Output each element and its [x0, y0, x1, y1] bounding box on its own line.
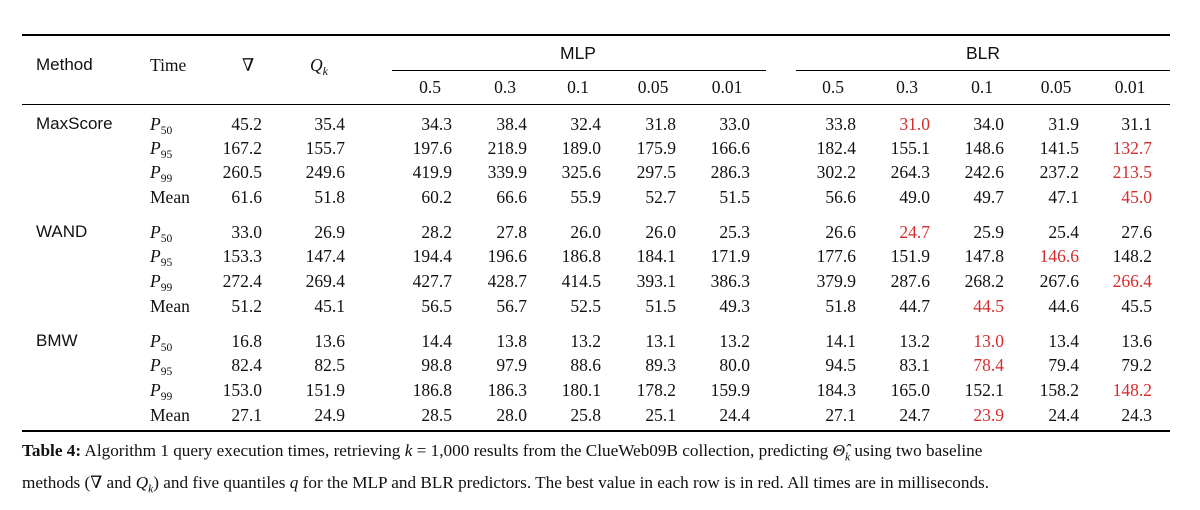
- value-cell: 52.7: [645, 187, 676, 207]
- caption-label: Table 4:: [22, 441, 82, 460]
- value-cell: 13.2: [899, 331, 930, 351]
- value-cell: 82.4: [231, 355, 262, 375]
- value-cell: 88.6: [570, 355, 601, 375]
- value-cell: 79.4: [1048, 355, 1079, 375]
- value-cell: 393.1: [636, 271, 676, 291]
- value-cell: 196.6: [487, 246, 527, 266]
- value-cell: 184.3: [816, 380, 856, 400]
- value-cell: 51.2: [231, 296, 262, 316]
- value-cell: 82.5: [314, 355, 345, 375]
- value-cell: 152.1: [964, 380, 1004, 400]
- header-quantile: 0.1: [567, 77, 589, 97]
- value-cell: 24.3: [1121, 405, 1152, 425]
- value-cell: 56.5: [421, 296, 452, 316]
- value-cell: 148.6: [964, 138, 1004, 158]
- header-time: Time: [150, 55, 187, 75]
- best-value-cell: 146.6: [1039, 246, 1079, 266]
- value-cell: 141.5: [1039, 138, 1079, 158]
- metric-label: [150, 161, 172, 183]
- best-value-cell: 132.7: [1112, 138, 1152, 158]
- value-cell: 24.7: [899, 405, 930, 425]
- header-qk: [310, 54, 328, 76]
- caption-text-1c: using two baseline: [850, 441, 983, 460]
- value-cell: 379.9: [816, 271, 856, 291]
- value-cell: 45.2: [231, 114, 262, 134]
- value-cell: 151.9: [890, 246, 930, 266]
- header-quantile: 0.3: [896, 77, 918, 97]
- metric-label: [150, 113, 172, 135]
- value-cell: 339.9: [487, 162, 527, 182]
- metric-subscript: 50: [160, 233, 173, 245]
- caption-k: k: [404, 441, 413, 460]
- value-cell: 89.3: [645, 355, 676, 375]
- value-cell: 264.3: [890, 162, 930, 182]
- value-cell: 268.2: [964, 271, 1004, 291]
- value-cell: 153.3: [222, 246, 262, 266]
- value-cell: 27.1: [825, 405, 856, 425]
- value-cell: 147.8: [964, 246, 1004, 266]
- value-cell: 414.5: [561, 271, 601, 291]
- header-quantile: 0.01: [1114, 77, 1146, 97]
- metric-subscript: 95: [160, 366, 173, 378]
- caption-text-2b: ) and five quantiles: [153, 473, 290, 493]
- value-cell: 55.9: [570, 187, 601, 207]
- header-qk-sub: k: [322, 64, 328, 78]
- best-value-cell: 13.0: [973, 331, 1004, 351]
- value-cell: 242.6: [964, 162, 1004, 182]
- value-cell: 27.8: [496, 222, 527, 242]
- value-cell: 325.6: [561, 162, 601, 182]
- metric-symbol: P: [150, 162, 161, 182]
- value-cell: 25.8: [570, 405, 601, 425]
- value-cell: 419.9: [412, 162, 452, 182]
- best-value-cell: 148.2: [1112, 380, 1152, 400]
- value-cell: 13.8: [496, 331, 527, 351]
- value-cell: 79.2: [1121, 355, 1152, 375]
- value-cell: 14.4: [421, 331, 452, 351]
- value-cell: 45.1: [314, 296, 345, 316]
- caption-text-1a: Algorithm 1 query execution times, retrieving: [81, 441, 405, 460]
- value-cell: 26.9: [314, 222, 345, 242]
- value-cell: 51.8: [825, 296, 856, 316]
- value-cell: 272.4: [222, 271, 262, 291]
- value-cell: 286.3: [710, 162, 750, 182]
- value-cell: 60.2: [421, 187, 452, 207]
- metric-symbol: P: [150, 114, 161, 134]
- metric-label: [150, 270, 172, 292]
- value-cell: 28.0: [496, 405, 527, 425]
- value-cell: 186.3: [487, 380, 527, 400]
- value-cell: 148.2: [1112, 246, 1152, 266]
- best-value-cell: 24.7: [899, 222, 930, 242]
- value-cell: 51.8: [314, 187, 345, 207]
- value-cell: 180.1: [561, 380, 601, 400]
- metric-symbol: P: [150, 271, 161, 291]
- value-cell: 38.4: [496, 114, 527, 134]
- value-cell: 49.7: [973, 187, 1004, 207]
- value-cell: 237.2: [1039, 162, 1079, 182]
- caption-q-var: q: [289, 473, 299, 493]
- value-cell: 34.3: [421, 114, 452, 134]
- method-label: BMW: [36, 331, 78, 350]
- best-value-cell: 31.0: [899, 114, 930, 134]
- metric-label: Mean: [150, 187, 190, 207]
- value-cell: 177.6: [816, 246, 856, 266]
- value-cell: 26.0: [645, 222, 676, 242]
- value-cell: 33.0: [231, 222, 262, 242]
- value-cell: 13.6: [314, 331, 345, 351]
- metric-label: Mean: [150, 296, 190, 316]
- value-cell: 25.4: [1048, 222, 1079, 242]
- table-caption: [22, 438, 1182, 503]
- caption-q-sub: k: [148, 483, 154, 496]
- metric-subscript: 99: [160, 391, 173, 403]
- method-label: WAND: [36, 222, 88, 241]
- caption-text-1b: = 1,000 results from the ClueWeb09B collection, predicting: [412, 441, 833, 460]
- value-cell: 13.4: [1048, 331, 1079, 351]
- value-cell: 49.3: [719, 296, 750, 316]
- value-cell: 269.4: [305, 271, 345, 291]
- header-qk-base: Q: [310, 55, 323, 75]
- value-cell: 13.2: [719, 331, 750, 351]
- value-cell: 51.5: [719, 187, 750, 207]
- caption-text-2a: methods (∇ and: [22, 473, 136, 493]
- value-cell: 14.1: [825, 331, 856, 351]
- value-cell: 197.6: [412, 138, 452, 158]
- value-cell: 260.5: [222, 162, 262, 182]
- value-cell: 428.7: [487, 271, 527, 291]
- best-value-cell: 78.4: [973, 355, 1004, 375]
- value-cell: 28.5: [421, 405, 452, 425]
- group-rule-mlp: [392, 70, 766, 71]
- value-cell: 35.4: [314, 114, 345, 134]
- metric-subscript: 95: [160, 257, 173, 269]
- value-cell: 159.9: [710, 380, 750, 400]
- value-cell: 267.6: [1039, 271, 1079, 291]
- header-quantile: 0.05: [1040, 77, 1072, 97]
- value-cell: 27.1: [231, 405, 262, 425]
- group-header-mlp: MLP: [560, 43, 596, 63]
- value-cell: 297.5: [636, 162, 676, 182]
- value-cell: 386.3: [710, 271, 750, 291]
- value-cell: 155.7: [305, 138, 345, 158]
- header-quantile: 0.05: [637, 77, 669, 97]
- value-cell: 25.1: [645, 405, 676, 425]
- value-cell: 33.8: [825, 114, 856, 134]
- value-cell: 194.4: [412, 246, 452, 266]
- value-cell: 32.4: [570, 114, 601, 134]
- metric-label: [150, 245, 172, 267]
- value-cell: 155.1: [890, 138, 930, 158]
- value-cell: 166.6: [710, 138, 750, 158]
- value-cell: 182.4: [816, 138, 856, 158]
- metric-symbol: P: [150, 380, 161, 400]
- caption-theta: Θ̂: [832, 441, 845, 460]
- metric-symbol: P: [150, 355, 161, 375]
- metric-symbol: P: [150, 138, 161, 158]
- value-cell: 56.7: [496, 296, 527, 316]
- value-cell: 186.8: [561, 246, 601, 266]
- value-cell: 13.1: [645, 331, 676, 351]
- value-cell: 45.5: [1121, 296, 1152, 316]
- value-cell: 13.6: [1121, 331, 1152, 351]
- metric-symbol: P: [150, 246, 161, 266]
- value-cell: 287.6: [890, 271, 930, 291]
- value-cell: 26.0: [570, 222, 601, 242]
- metric-subscript: 50: [160, 342, 173, 354]
- value-cell: 66.6: [496, 187, 527, 207]
- value-cell: 83.1: [899, 355, 930, 375]
- caption-text-2c: for the MLP and BLR predictors. The best value in each row is in red. All times are in milliseconds.: [298, 473, 990, 493]
- value-cell: 24.4: [719, 405, 750, 425]
- metric-symbol: P: [150, 331, 161, 351]
- value-cell: 13.2: [570, 331, 601, 351]
- best-value-cell: 44.5: [973, 296, 1004, 316]
- metric-subscript: 99: [160, 282, 173, 294]
- bottom-rule: [22, 430, 1170, 432]
- value-cell: 24.9: [314, 405, 345, 425]
- value-cell: 218.9: [487, 138, 527, 158]
- method-label: MaxScore: [36, 114, 113, 133]
- top-rule: [22, 34, 1170, 36]
- value-cell: 147.4: [305, 246, 345, 266]
- value-cell: 25.3: [719, 222, 750, 242]
- value-cell: 51.5: [645, 296, 676, 316]
- best-value-cell: 45.0: [1121, 187, 1152, 207]
- header-quantile: 0.5: [419, 77, 441, 97]
- value-cell: 94.5: [825, 355, 856, 375]
- value-cell: 44.6: [1048, 296, 1079, 316]
- metric-label: [150, 137, 172, 159]
- metric-symbol: P: [150, 222, 161, 242]
- metric-subscript: 95: [160, 149, 173, 161]
- best-value-cell: 266.4: [1112, 271, 1152, 291]
- value-cell: 26.6: [825, 222, 856, 242]
- value-cell: 171.9: [710, 246, 750, 266]
- header-rule: [22, 104, 1170, 105]
- value-cell: 151.9: [305, 380, 345, 400]
- value-cell: 80.0: [719, 355, 750, 375]
- value-cell: 158.2: [1039, 380, 1079, 400]
- metric-label: Mean: [150, 405, 190, 425]
- value-cell: 34.0: [973, 114, 1004, 134]
- value-cell: 49.0: [899, 187, 930, 207]
- best-value-cell: 23.9: [973, 405, 1004, 425]
- value-cell: 27.6: [1121, 222, 1152, 242]
- value-cell: 249.6: [305, 162, 345, 182]
- value-cell: 24.4: [1048, 405, 1079, 425]
- header-nabla: ∇: [242, 55, 255, 75]
- value-cell: 167.2: [222, 138, 262, 158]
- value-cell: 44.7: [899, 296, 930, 316]
- value-cell: 28.2: [421, 222, 452, 242]
- value-cell: 33.0: [719, 114, 750, 134]
- value-cell: 31.1: [1121, 114, 1152, 134]
- best-value-cell: 213.5: [1112, 162, 1152, 182]
- header-quantile: 0.5: [822, 77, 844, 97]
- value-cell: 25.9: [973, 222, 1004, 242]
- header-quantile: 0.01: [711, 77, 743, 97]
- value-cell: 52.5: [570, 296, 601, 316]
- value-cell: 98.8: [421, 355, 452, 375]
- value-cell: 97.9: [496, 355, 527, 375]
- metric-label: [150, 354, 172, 376]
- value-cell: 186.8: [412, 380, 452, 400]
- value-cell: 61.6: [231, 187, 262, 207]
- header-quantile: 0.1: [971, 77, 993, 97]
- value-cell: 189.0: [561, 138, 601, 158]
- value-cell: 56.6: [825, 187, 856, 207]
- value-cell: 47.1: [1048, 187, 1079, 207]
- value-cell: 31.9: [1048, 114, 1079, 134]
- value-cell: 175.9: [636, 138, 676, 158]
- value-cell: 165.0: [890, 380, 930, 400]
- group-rule-blr: [796, 70, 1170, 71]
- caption-q: Q: [135, 473, 149, 493]
- metric-subscript: 99: [160, 173, 173, 185]
- value-cell: 31.8: [645, 114, 676, 134]
- caption-theta-sub: k: [845, 451, 851, 464]
- value-cell: 302.2: [816, 162, 856, 182]
- value-cell: 178.2: [636, 380, 676, 400]
- metric-label: [150, 221, 172, 243]
- metric-label: [150, 379, 172, 401]
- group-header-blr: BLR: [965, 43, 1001, 63]
- header-quantile: 0.3: [494, 77, 516, 97]
- metric-label: [150, 330, 172, 352]
- value-cell: 184.1: [636, 246, 676, 266]
- value-cell: 427.7: [412, 271, 452, 291]
- value-cell: 153.0: [222, 380, 262, 400]
- header-method: Method: [36, 55, 93, 74]
- metric-subscript: 50: [160, 125, 173, 137]
- value-cell: 16.8: [231, 331, 262, 351]
